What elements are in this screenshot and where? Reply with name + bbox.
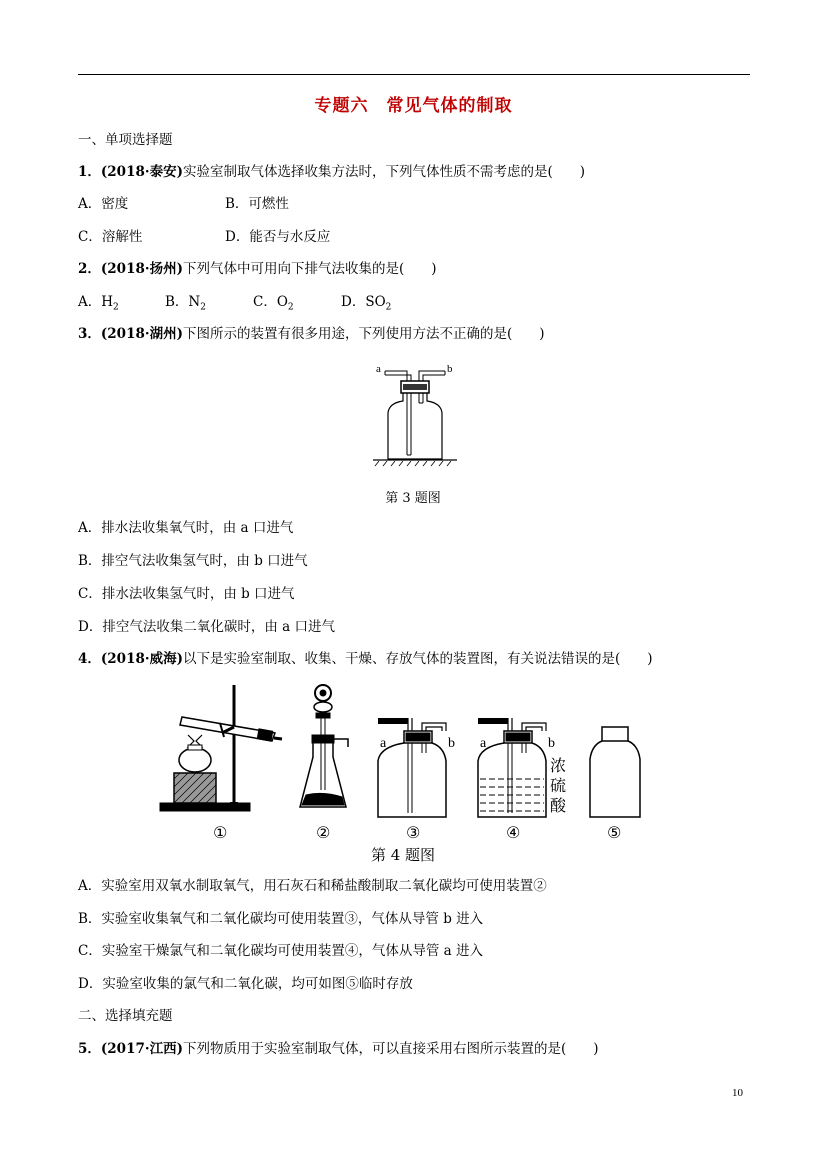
port-b-label-4: b [548,736,555,751]
q3-option-a: A．排水法收集氧气时，由 a 口进气 [78,520,294,536]
q1-option-b: B．可燃性 [225,196,289,212]
apparatus-number-3: ③ [406,823,421,842]
page-title: 专题六 常见气体的制取 [314,96,513,116]
q2-option-b: B．$N_2$ [165,294,206,313]
port-a-label-4: a [480,736,487,751]
apparatus-number-5: ⑤ [607,823,622,842]
q2-option-a: A．$H_2$ [78,294,119,313]
question-number: 2． [78,261,101,277]
apparatus-number-4: ④ [506,823,521,842]
question-number: 5． [78,1041,101,1057]
question-5 [78,1040,599,1058]
port-a-label-3: a [380,736,387,751]
question-number: 3． [78,326,101,342]
acid-label-char-2: 硫 [550,776,567,795]
question-source: (2018·扬州) [100,261,183,277]
apparatus-4-wash-bottle [478,718,546,817]
header-rule [78,74,750,75]
question-source: (2018·湖州) [100,326,183,342]
section-heading-single-choice: 一、单项选择题 [78,132,173,148]
apparatus-2-conical-flask [300,685,348,807]
q3-option-c: C．排水法收集氢气时，由 b 口进气 [78,586,295,602]
question-source: (2017·江西) [100,1041,183,1057]
apparatus-number-2: ② [316,823,331,842]
port-b-label-3: b [448,736,455,751]
q4-apparatus-figure [150,675,650,845]
question-3 [78,325,545,343]
q1-option-c: C．溶解性 [78,229,143,245]
question-stem: 下列气体中可用向下排气法收集的是( ) [182,261,437,277]
question-stem: 下图所示的装置有很多用途，下列使用方法不正确的是( ) [182,326,545,342]
q2-option-c: C．$O_2$ [253,294,294,313]
q2-option-d: D．$SO_2$ [341,294,392,313]
question-source: (2018·威海) [100,651,183,667]
apparatus-number-1: ① [213,823,228,842]
q3-option-b: B．排空气法收集氢气时，由 b 口进气 [78,553,308,569]
apparatus-5-storage-bottle [590,727,640,817]
port-b-label: b [447,363,453,375]
q4-option-d: D．实验室收集的氯气和二氧化碳，均可如图⑤临时存放 [78,976,413,992]
apparatus-1-heating [160,685,282,811]
acid-label-char-1: 浓 [550,756,567,775]
q1-option-a: A．密度 [78,196,129,212]
question-4 [78,650,653,668]
acid-label-char-3: 酸 [550,796,567,815]
question-stem: 实验室制取气体选择收集方法时，下列气体性质不需考虑的是( ) [182,164,586,180]
q4-option-c: C．实验室干燥氯气和二氧化碳均可使用装置④，气体从导管 a 进入 [78,943,483,959]
q1-option-d: D．能否与水反应 [225,229,331,245]
q4-option-a: A．实验室用双氧水制取氧气，用石灰石和稀盐酸制取二氧化碳均可使用装置② [78,878,547,894]
port-a-label: a [376,363,381,375]
section-heading-fill-choice: 二、选择填充题 [78,1008,173,1024]
page-number: 10 [732,1087,743,1099]
question-1 [78,163,585,181]
q3-option-d: D．排空气法收集二氧化碳时，由 a 口进气 [78,619,335,635]
question-number: 1． [78,164,101,180]
question-stem: 以下是实验室制取、收集、干燥、存放气体的装置图，有关说法错误的是( ) [182,651,653,667]
q3-gas-bottle-figure [365,355,465,467]
question-2 [78,260,437,278]
q4-figure-caption: 第 4 题图 [370,846,436,864]
question-stem: 下列物质用于实验室制取气体，可以直接采用右图所示装置的是( ) [182,1041,599,1057]
q4-option-b: B．实验室收集氧气和二氧化碳均可使用装置③，气体从导管 b 进入 [78,911,484,927]
question-number: 4． [78,651,101,667]
q3-figure-caption: 第 3 题图 [385,491,441,506]
question-source: (2018·泰安) [100,164,183,180]
gas-bottle [388,393,442,459]
apparatus-3-gas-bottle [378,718,446,817]
